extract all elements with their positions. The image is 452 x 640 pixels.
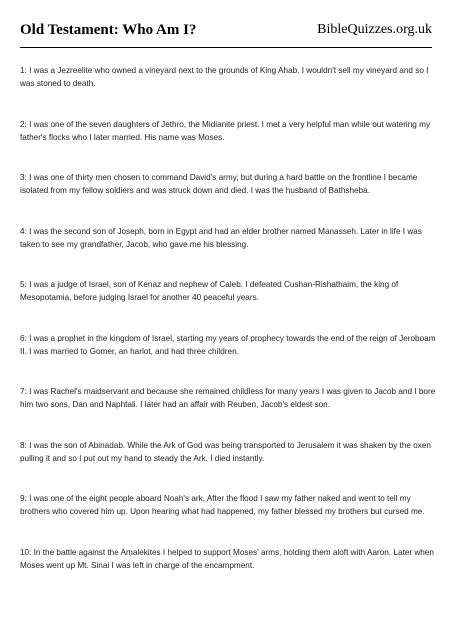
page-header (20, 22, 432, 44)
question-item: 10: In the battle against the Amalekites I helped to support Moses' arms, holding them aloft with Aaron. Later when Moses went up Mt. Sinai I was left in charge of the encampment. (20, 547, 434, 570)
question-item: 3: I was one of thirty men chosen to command David's army, but during a hard battle on the frontline I became isolated from my fellow soldiers and was struck down and died. I was the husband of Bathsheba. (20, 173, 418, 195)
question-item: 8: I was the son of Abinadab. While the Ark of God was being transported to Jerusalem it was shaken by the oxen pulling it and so I put out my hand to steady the Ark. I died instantly. (20, 440, 431, 463)
question-item: 5: I was a judge of Israel, son of Kenaz and nephew of Caleb. I defeated Cushan-Rishathaim, the king of Mesopotamia, before judging Israel for another 40 peaceful years. (20, 280, 399, 302)
question-item: 9: I was one of the eight people aboard Noah's ark. After the flood I saw my father naked and went to tell my brothers who covered him up. Upon hearing what had happened, my father blessed my brothers but cursed me. (20, 494, 425, 516)
header-divider (20, 47, 432, 48)
question-item: 7: I was Rachel's maidservant and because she remained childless for many years I was given to Jacob and I bore him two sons, Dan and Naphtali. I later had an affair with Reuben, Jacob's eldest son. (20, 387, 436, 409)
page-title: Old Testament: Who Am I? (20, 22, 197, 38)
question-list (20, 64, 438, 599)
question-item: 1: I was a Jezreelite who owned a vineyard next to the grounds of King Ahab. I wouldn't sell my vineyard and so I was stoned to death. (20, 66, 429, 88)
question-item: 4: I was the second son of Joseph, born in Egypt and had an elder brother named Manasseh. Later in life I was taken to see my grandfather, Jacob, who gave me his blessing. (20, 226, 422, 249)
question-item: 6: I was a prophet in the kingdom of Israel, starting my years of prophecy towards the end of the reign of Jeroboam II. I was married to Gomer, an harlot, and had three children. (20, 333, 436, 356)
question-item: 2: I was one of the seven daughters of Jethro, the Midianite priest. I met a very helpful man while out watering my father's flocks who I later married. His name was Moses. (20, 119, 431, 142)
site-name: BibleQuizzes.org.uk (317, 22, 432, 37)
